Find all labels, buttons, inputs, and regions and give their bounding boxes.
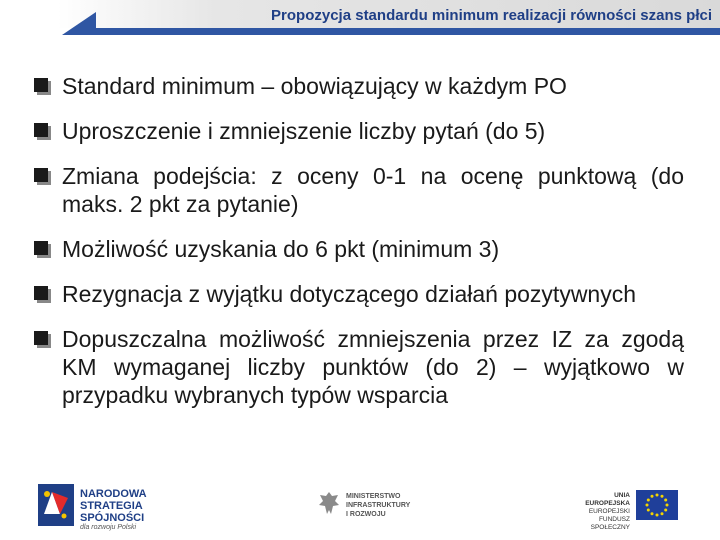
nss-sub: dla rozwoju Polski (80, 524, 137, 531)
bullet-item (34, 280, 684, 308)
eu-line3: FUNDUSZ SPOŁECZNY (590, 516, 630, 531)
checkbox-bullet-icon (34, 286, 51, 303)
checkbox-bullet-icon (34, 123, 51, 140)
eagle-emblem-icon (318, 490, 340, 518)
bullet-text: Dopuszczalna możliwość zmniejszenia przez IZ za zgodą KM wymaganej liczby punktów (do 2) – wyjątkowo w przypadku wybranych typów wsparcia (62, 326, 684, 408)
checkbox-bullet-icon (34, 331, 51, 348)
bullet-item (34, 235, 684, 263)
nss-emblem-icon (38, 484, 74, 526)
bullet-list (34, 72, 684, 426)
eu-line1: UNIA EUROPEJSKA (585, 492, 630, 507)
bullet-text: Standard minimum – obowiązujący w każdym PO (62, 73, 567, 99)
nss-line1: NARODOWA (80, 488, 147, 500)
nss-logo (38, 484, 208, 531)
eu-flag-icon (636, 490, 678, 520)
ministry-line1: MINISTERSTWO (346, 493, 401, 500)
eu-line2: EUROPEJSKI (588, 508, 630, 515)
ministry-line3: I ROZWOJU (346, 511, 386, 518)
bullet-text: Uproszczenie i zmniejszenie liczby pytań (do 5) (62, 118, 546, 144)
bullet-item (34, 72, 684, 100)
footer-logos (0, 470, 720, 540)
ministry-line2: INFRASTRUKTURY (346, 502, 411, 509)
nss-line2: STRATEGIA SPÓJNOŚCI (80, 500, 145, 524)
bullet-text: Rezygnacja z wyjątku dotyczącego działań pozytywnych (62, 281, 637, 307)
ministry-logo (318, 490, 428, 530)
bullet-item (34, 162, 684, 218)
header-wedge (62, 12, 96, 35)
checkbox-bullet-icon (34, 241, 51, 258)
header-accent-stripe (95, 28, 720, 35)
bullet-item (34, 325, 684, 409)
slide-title: Propozycja standardu minimum realizacji równości szans płci (271, 7, 712, 24)
bullet-item (34, 117, 684, 145)
checkbox-bullet-icon (34, 78, 51, 95)
bullet-text: Zmiana podejścia: z oceny 0-1 na ocenę punktową (do maks. 2 pkt za pytanie) (62, 163, 684, 217)
bullet-text: Możliwość uzyskania do 6 pkt (minimum 3) (62, 236, 500, 262)
checkbox-bullet-icon (34, 168, 51, 185)
eu-logo (574, 490, 684, 531)
header-bar (0, 0, 720, 38)
